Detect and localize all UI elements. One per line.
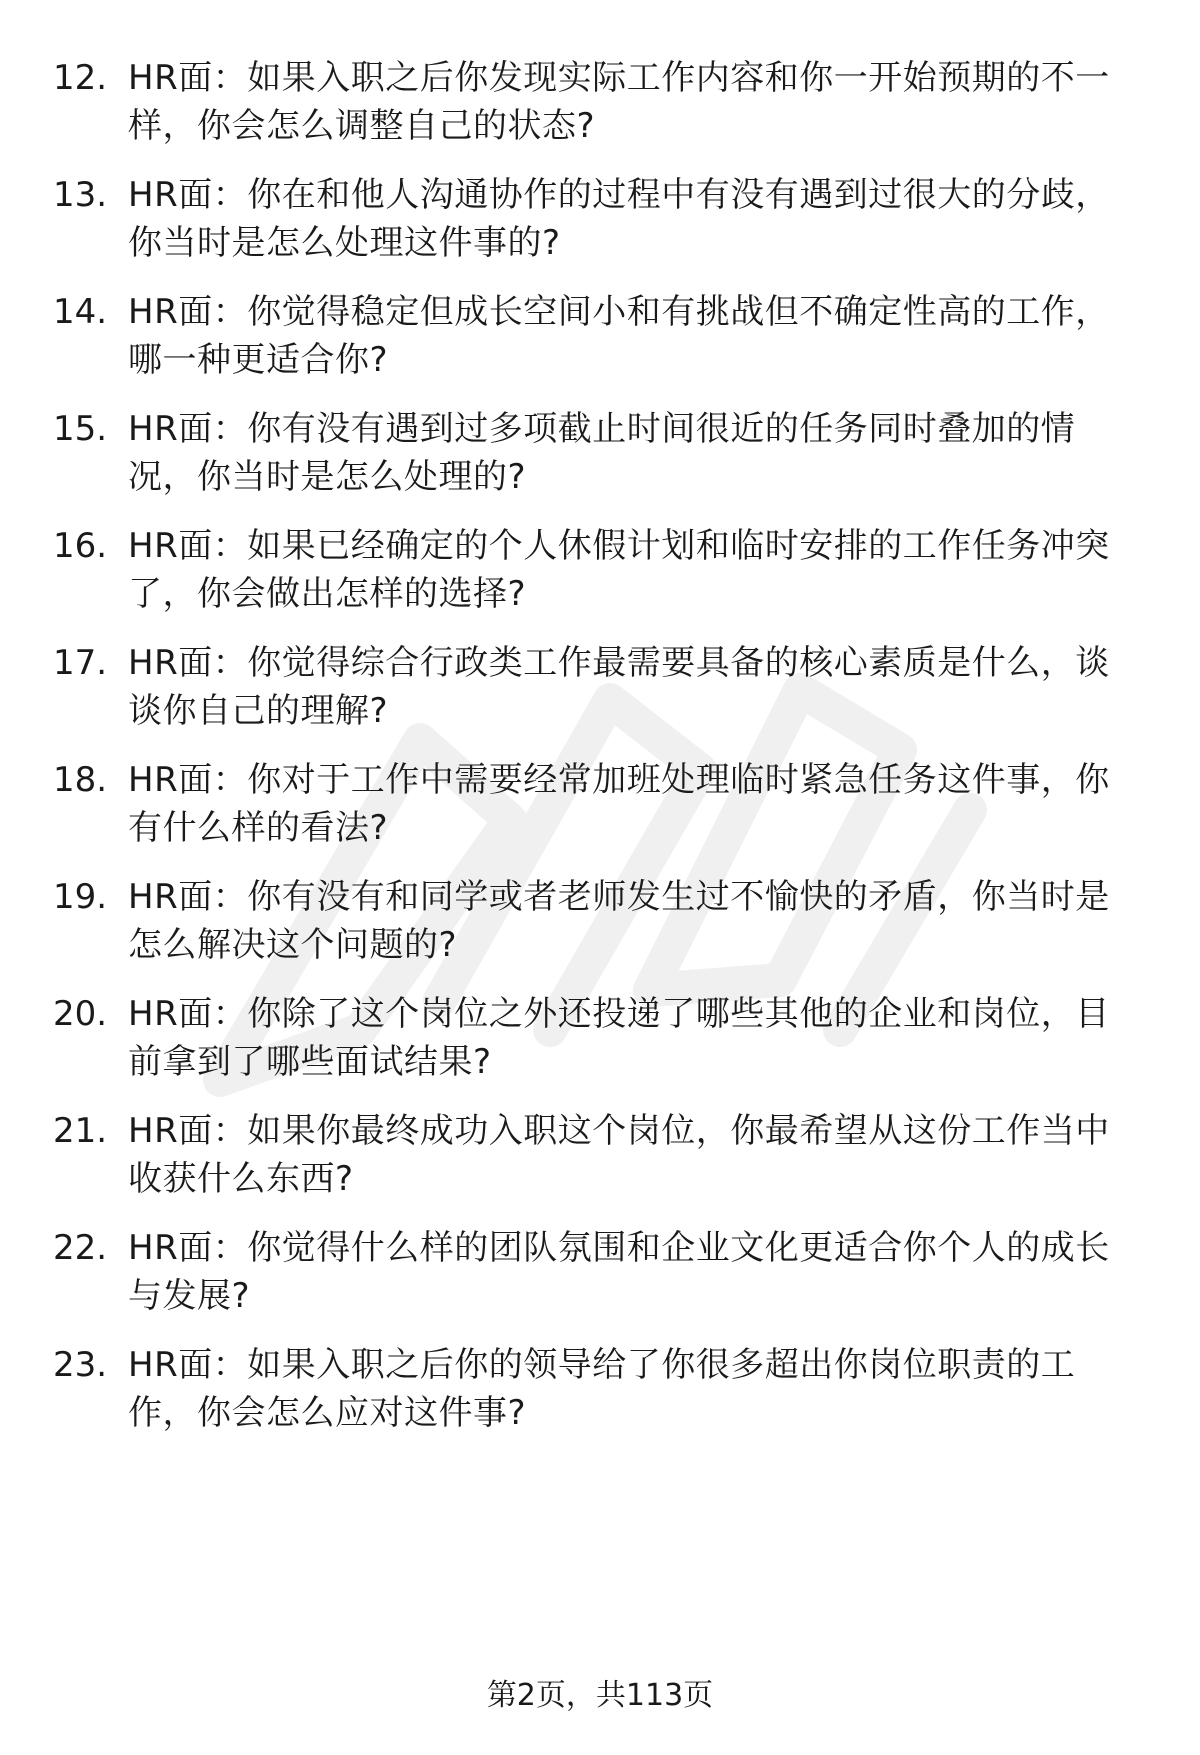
question-number: 17. [53, 643, 108, 683]
question-text-line-2: 样，你会怎么调整自己的状态? [128, 106, 596, 146]
question-item [0, 990, 1200, 1100]
question-number: 21. [53, 1111, 108, 1151]
question-item [0, 1107, 1200, 1217]
question-number: 18. [53, 760, 108, 800]
question-text-line-1: HR面：你觉得什么样的团队氛围和企业文化更适合你个人的成长 [128, 1228, 1110, 1268]
question-text-line-2: 谈你自己的理解? [128, 691, 389, 731]
question-text-line-2: 有什么样的看法? [128, 808, 389, 848]
question-text-line-1: HR面：如果你最终成功入职这个岗位，你最希望从这份工作当中 [128, 1111, 1110, 1151]
question-number: 22. [53, 1228, 108, 1268]
question-item [0, 171, 1200, 281]
question-text-line-2: 怎么解决这个问题的? [128, 925, 458, 965]
question-text-line-1: HR面：如果入职之后你的领导给了你很多超出你岗位职责的工 [128, 1345, 1076, 1385]
question-item [0, 288, 1200, 398]
question-text-line-1: HR面：如果已经确定的个人休假计划和临时安排的工作任务冲突 [128, 526, 1110, 566]
question-text-line-2: 况，你当时是怎么处理的? [128, 457, 527, 497]
question-number: 12. [53, 58, 108, 98]
question-item [0, 405, 1200, 515]
page-footer [0, 1676, 1200, 1716]
question-text-line-2: 你当时是怎么处理这件事的? [128, 223, 561, 263]
question-text-line-1: HR面：你觉得稳定但成长空间小和有挑战但不确定性高的工作， [128, 292, 1110, 332]
question-text-line-1: HR面：你除了这个岗位之外还投递了哪些其他的企业和岗位，目 [128, 994, 1110, 1034]
question-item [0, 756, 1200, 866]
question-number: 23. [53, 1345, 108, 1385]
question-item [0, 873, 1200, 983]
question-text-line-1: HR面：你有没有遇到过多项截止时间很近的任务同时叠加的情 [128, 409, 1076, 449]
question-number: 16. [53, 526, 108, 566]
question-item [0, 639, 1200, 749]
question-text-line-2: 哪一种更适合你? [128, 340, 389, 380]
page-number-label: 第2页，共113页 [486, 1678, 714, 1713]
question-item [0, 522, 1200, 632]
question-item [0, 54, 1200, 164]
question-item [0, 1224, 1200, 1334]
question-text-line-1: HR面：如果入职之后你发现实际工作内容和你一开始预期的不一 [128, 58, 1110, 98]
question-number: 15. [53, 409, 108, 449]
question-item [0, 1341, 1200, 1451]
question-number: 14. [53, 292, 108, 332]
question-text-line-2: 与发展? [128, 1276, 251, 1316]
question-text-line-2: 作，你会怎么应对这件事? [128, 1393, 527, 1433]
question-text-line-2: 收获什么东西? [128, 1159, 354, 1199]
question-number: 20. [53, 994, 108, 1034]
question-number: 13. [53, 175, 108, 215]
question-text-line-1: HR面：你有没有和同学或者老师发生过不愉快的矛盾，你当时是 [128, 877, 1110, 917]
question-text-line-1: HR面：你在和他人沟通协作的过程中有没有遇到过很大的分歧， [128, 175, 1110, 215]
question-number: 19. [53, 877, 108, 917]
question-text-line-1: HR面：你对于工作中需要经常加班处理临时紧急任务这件事，你 [128, 760, 1110, 800]
question-text-line-1: HR面：你觉得综合行政类工作最需要具备的核心素质是什么，谈 [128, 643, 1110, 683]
question-text-line-2: 了，你会做出怎样的选择? [128, 574, 527, 614]
question-text-line-2: 前拿到了哪些面试结果? [128, 1042, 492, 1082]
